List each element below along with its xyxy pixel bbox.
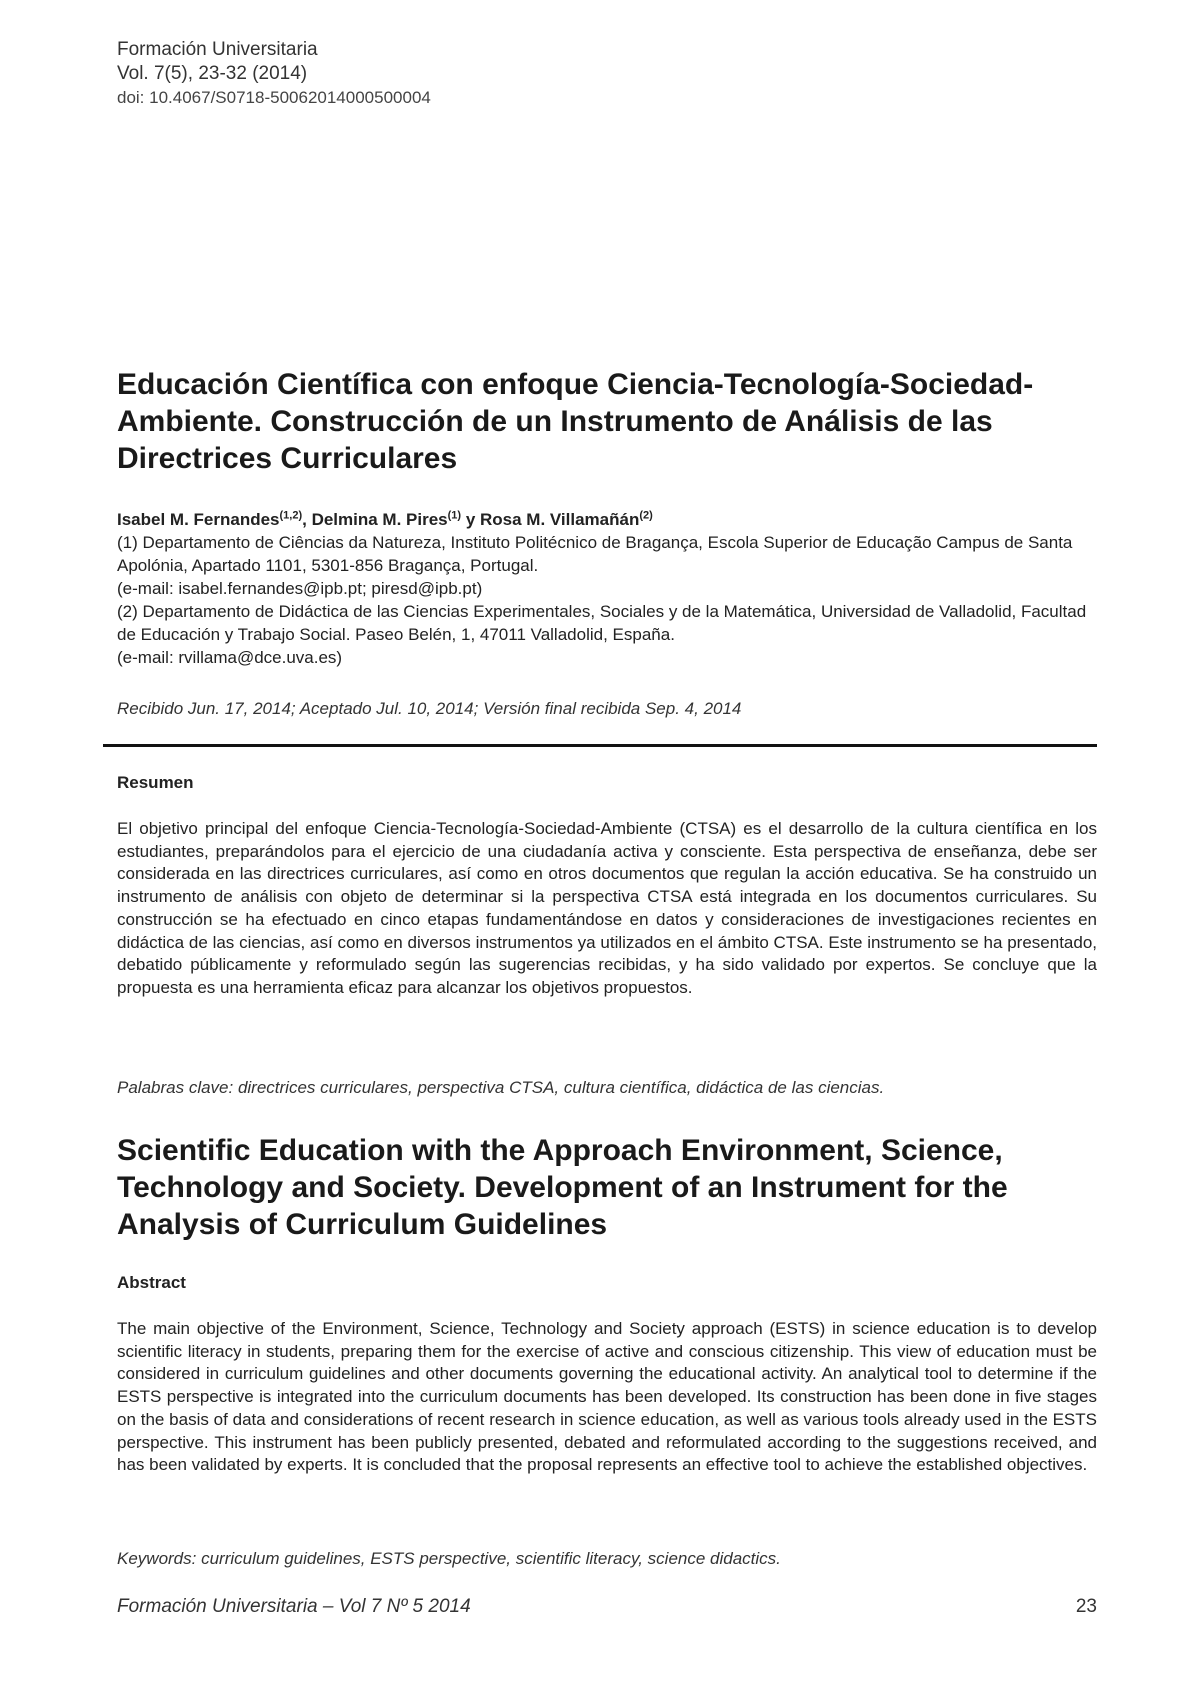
author-names: [117, 508, 1097, 531]
resumen-heading: Resumen: [117, 773, 194, 792]
email-2: (e-mail: rvillama@dce.uva.es): [117, 648, 343, 667]
resumen-text: El objetivo principal del enfoque Ciencia-Tecnología-Sociedad-Ambiente (CTSA) es el desarrollo de la cultura científica en los estudiantes, preparándolos para el ejercicio de una ciudadanía activa y consciente. Esta perspectiva de enseñanza, debe ser considerada en las directrices curriculares, así como en otros documentos que regulan la acción educativa. Se ha construido un instrumento de análisis con objeto de determinar si la perspectiva CTSA está integrada en los documentos curriculares. Su construcción se ha efectuado en cinco etapas fundamentándose en datos y consideraciones de investigaciones recientes en didáctica de las ciencias, así como en diversos instrumentos ya utilizados en el ámbito CTSA. Este instrumento se ha presentado, debatido públicamente y reformulado según las sugerencias recibidas, y ha sido validado por expertos. Se concluye que la propuesta es una herramienta eficaz para alcanzar los objetivos propuestos.: [117, 819, 1097, 997]
journal-volume: Vol. 7(5), 23-32 (2014): [117, 63, 308, 84]
abstract-heading: Abstract: [117, 1273, 186, 1292]
palabras-clave: Palabras clave: directrices curriculares, perspectiva CTSA, cultura científica, didáctica de las ciencias.: [117, 1078, 885, 1097]
author-3: Rosa M. Villamañán: [480, 510, 640, 529]
author-3-affiliation-mark: (2): [639, 509, 653, 522]
author-separator: y: [461, 510, 480, 529]
keywords: Keywords: curriculum guidelines, ESTS perspective, scientific literacy, science didactics.: [117, 1549, 781, 1568]
author-2-affiliation-mark: (1): [447, 509, 462, 522]
footer-journal: Formación Universitaria – Vol 7 Nº 5 2014: [117, 1596, 471, 1617]
author-block: [117, 508, 1097, 669]
author-1-affiliation-mark: (1,2): [279, 509, 303, 522]
author-separator: ,: [302, 510, 312, 529]
author-2: Delmina M. Pires: [311, 510, 448, 529]
page-number: 23: [1075, 1596, 1097, 1617]
affiliation-1: (1) Departamento de Ciências da Natureza, Instituto Politécnico de Bragança, Escola Superior de Educação Campus de Santa Apolónia, Apartado 1101, 5301-856 Bragança, Portugal.: [117, 533, 1073, 575]
journal-doi: doi: 10.4067/S0718-50062014000500004: [117, 88, 431, 107]
email-1: (e-mail: isabel.fernandes@ipb.pt; piresd@ipb.pt): [117, 579, 483, 598]
journal-header: [117, 38, 431, 110]
divider-rule: [103, 744, 1097, 747]
title-spanish: Educación Científica con enfoque Ciencia-Tecnología-Sociedad-Ambiente. Construcción de un Instrumento de Análisis de las Directrices Curriculares: [117, 368, 1034, 475]
affiliation-2: (2) Departamento de Didáctica de las Ciencias Experimentales, Sociales y de la Matemática, Universidad de Valladolid, Facultad de Educación y Trabajo Social. Paseo Belén, 1, 47011 Valladolid, España.: [117, 602, 1087, 644]
title-english: Scientific Education with the Approach Environment, Science, Technology and Society. Development of an Instrument for the Analysis of Curriculum Guidelines: [117, 1134, 1008, 1241]
received-dates: Recibido Jun. 17, 2014; Aceptado Jul. 10, 2014; Versión final recibida Sep. 4, 2014: [117, 699, 742, 718]
abstract-text: The main objective of the Environment, Science, Technology and Society approach (ESTS) in science education is to develop scientific literacy in students, preparing them for the exercise of active and conscious citizenship. This view of education must be considered in curriculum guidelines and other documents governing the educational activity. An analytical tool to determine if the ESTS perspective is integrated into the curriculum documents has been developed. Its construction has been done in five stages on the basis of data and considerations of recent research in science education, as well as various tools already used in the ESTS perspective. This instrument has been publicly presented, debated and reformulated according to the suggestions received, and has been validated by experts. It is concluded that the proposal represents an effective tool to achieve the established objectives.: [117, 1319, 1097, 1475]
journal-name: Formación Universitaria: [117, 39, 318, 60]
author-1: Isabel M. Fernandes: [117, 510, 280, 529]
